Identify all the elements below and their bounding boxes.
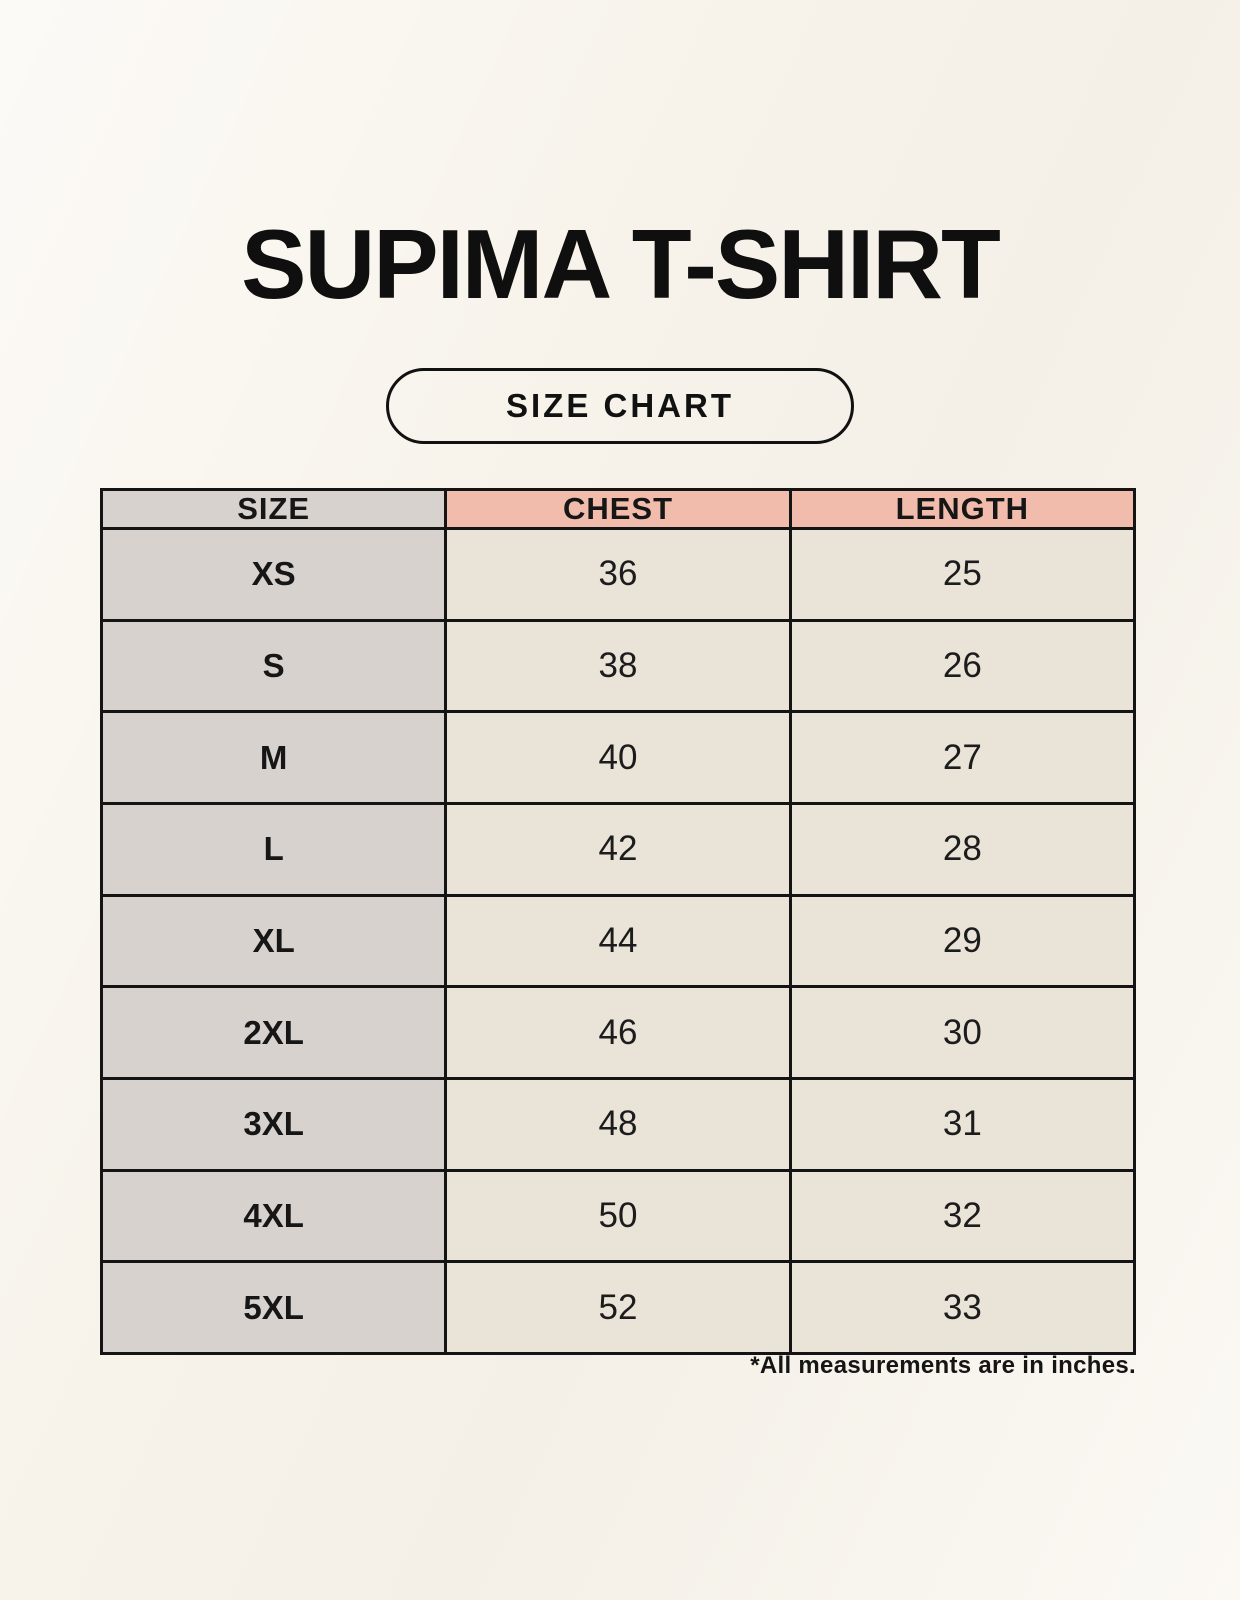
measurements-footnote: *All measurements are in inches. (750, 1352, 1136, 1379)
size-label: 2XL (102, 987, 446, 1079)
table-row (102, 712, 1135, 804)
chest-value: 40 (446, 712, 790, 804)
chest-value: 42 (446, 803, 790, 895)
length-value: 27 (790, 712, 1134, 804)
page-title: SUPIMA T-SHIRT (241, 209, 999, 319)
size-label: S (102, 620, 446, 712)
chest-value: 46 (446, 987, 790, 1079)
chest-value: 44 (446, 895, 790, 987)
size-label: M (102, 712, 446, 804)
table-row (102, 987, 1135, 1079)
table-row (102, 1078, 1135, 1170)
length-value: 26 (790, 620, 1134, 712)
size-label: 3XL (102, 1078, 446, 1170)
size-label: 5XL (102, 1262, 446, 1354)
size-chart-button[interactable] (386, 368, 854, 444)
table-row (102, 803, 1135, 895)
length-value: 32 (790, 1170, 1134, 1262)
length-value: 31 (790, 1078, 1134, 1170)
chest-value: 52 (446, 1262, 790, 1354)
chest-value: 48 (446, 1078, 790, 1170)
chest-value: 38 (446, 620, 790, 712)
size-label: XS (102, 529, 446, 621)
size-label: XL (102, 895, 446, 987)
header-length: LENGTH (790, 490, 1134, 529)
size-label: L (102, 803, 446, 895)
table-row (102, 1170, 1135, 1262)
table-row (102, 529, 1135, 621)
header-chest: CHEST (446, 490, 790, 529)
table-row (102, 620, 1135, 712)
length-value: 28 (790, 803, 1134, 895)
chest-value: 50 (446, 1170, 790, 1262)
length-value: 29 (790, 895, 1134, 987)
length-value: 25 (790, 529, 1134, 621)
size-chart-table (100, 488, 1136, 1355)
length-value: 33 (790, 1262, 1134, 1354)
length-value: 30 (790, 987, 1134, 1079)
header-size: SIZE (102, 490, 446, 529)
table-row (102, 895, 1135, 987)
table-row (102, 1262, 1135, 1354)
size-label: 4XL (102, 1170, 446, 1262)
chest-value: 36 (446, 529, 790, 621)
size-chart-button-label: SIZE CHART (506, 387, 734, 424)
table-header-row (102, 490, 1135, 529)
